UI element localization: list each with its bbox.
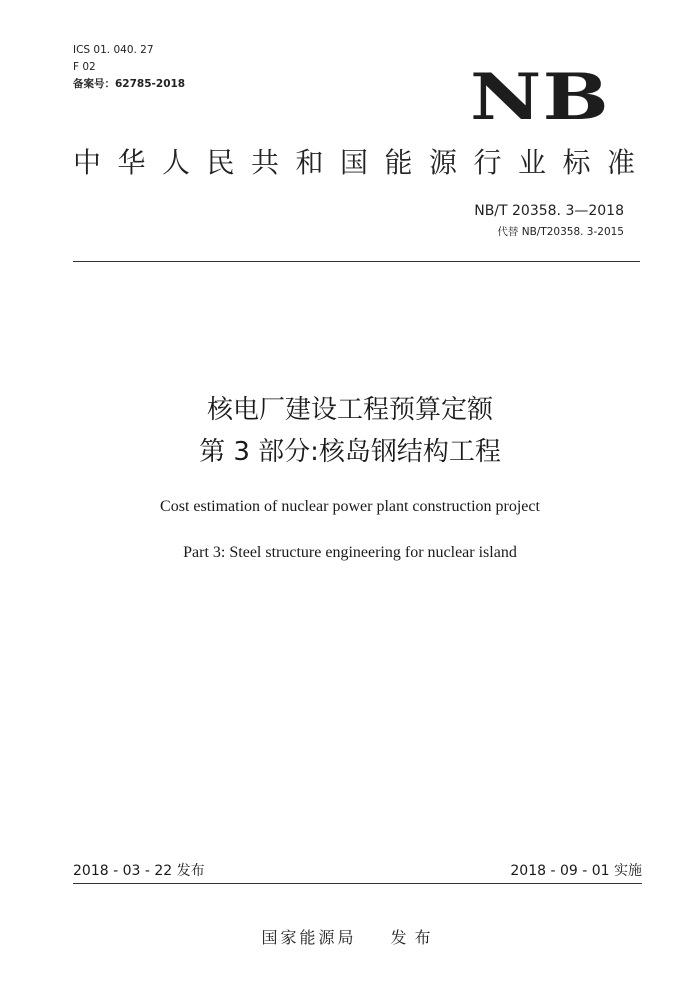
title-en-line2: Part 3: Steel structure engineering for nuclear island xyxy=(183,544,517,561)
publisher-org: 国家能源局 xyxy=(261,928,357,947)
issue-date: 2018 - 03 - 22 发布 xyxy=(73,863,205,879)
classification-block xyxy=(73,42,185,93)
replaces-standard: 代替 NB/T20358. 3-2015 xyxy=(497,226,624,238)
publisher-action: 发布 xyxy=(390,928,439,947)
top-divider xyxy=(73,261,640,262)
title-en-line1: Cost estimation of nuclear power plant construction project xyxy=(160,498,540,515)
ics-code: ICS 01. 040. 27 xyxy=(73,44,154,56)
bottom-divider xyxy=(73,883,642,884)
implement-date: 2018 - 09 - 01 实施 xyxy=(510,863,642,879)
filing-number: 备案号：62785-2018 xyxy=(73,78,186,90)
title-cn-line1: 核电厂建设工程预算定额 xyxy=(206,395,493,425)
title-cn-line2: 第 3 部分:核岛钢结构工程 xyxy=(199,437,501,467)
ccs-code: F 02 xyxy=(73,61,96,73)
standard-category-title: 中华人民共和国能源行业标准 xyxy=(73,146,652,179)
nb-logo: NB xyxy=(470,60,610,135)
standard-number: NB/T 20358. 3—2018 xyxy=(474,203,624,219)
publisher-line xyxy=(0,927,700,949)
